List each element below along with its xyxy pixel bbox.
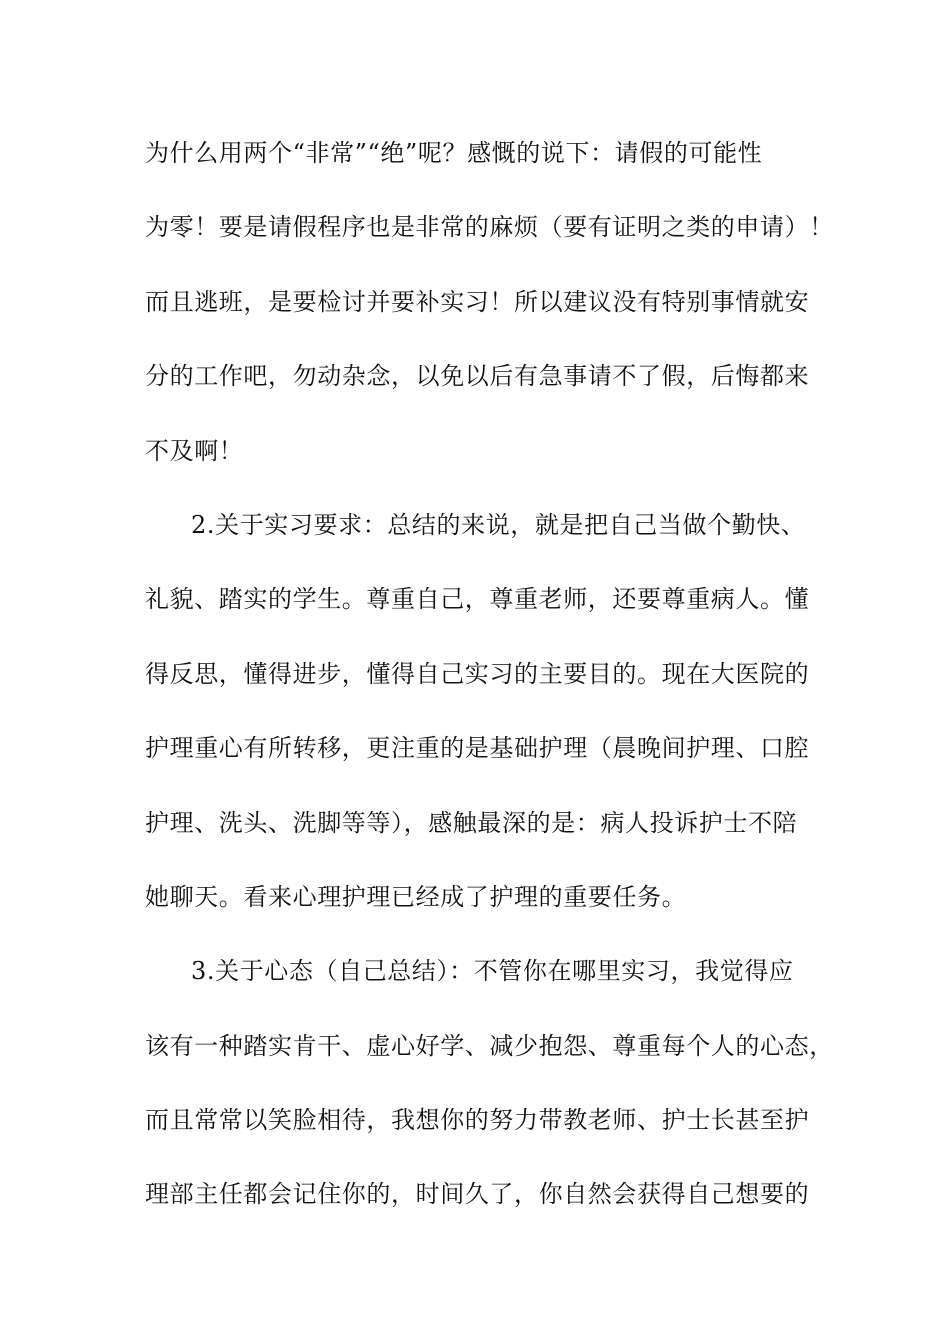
- text-line: 而且逃班，是要检讨并要补实习！所以建议没有特别事情就安: [145, 287, 810, 316]
- text-line: 为零！要是请假程序也是非常的麻烦（要有证明之类的申请）！: [145, 213, 834, 242]
- text-line: 该有一种踏实肯干、虚心好学、减少抱怨、尊重每个人的心态，: [145, 1031, 834, 1060]
- text-line: 她聊天。看来心理护理已经成了护理的重要任务。: [145, 882, 687, 911]
- paragraph-2-first-line: 2.关于实习要求：总结的来说，就是把自己当做个勤快、: [191, 510, 806, 539]
- paragraph-3-first-line: 3.关于心态（自己总结）：不管你在哪里实习，我觉得应: [191, 957, 794, 986]
- text-line: 分的工作吧，勿动杂念，以免以后有急事请不了假，后悔都来: [145, 362, 810, 391]
- text-line: 而且常常以笑脸相待，我想你的努力带教老师、护士长甚至护: [145, 1106, 810, 1135]
- text-line: 理部主任都会记住你的，时间久了，你自然会获得自己想要的: [145, 1180, 810, 1209]
- text-line: 护理、洗头、洗脚等等），感触最深的是：病人投诉护士不陪: [145, 808, 798, 837]
- text-line: 得反思，懂得进步，懂得自己实习的主要目的。现在大医院的: [145, 659, 810, 688]
- text-line: 为什么用两个“非常”“绝”呢？感慨的说下：请假的可能性: [145, 139, 763, 167]
- text-line: 不及啊！: [145, 436, 244, 465]
- text-line: 礼貌、踏实的学生。尊重自己，尊重老师，还要尊重病人。懂: [145, 585, 810, 614]
- text-line: 护理重心有所转移，更注重的是基础护理（晨晚间护理、口腔: [145, 734, 810, 763]
- body-text: [145, 133, 845, 1249]
